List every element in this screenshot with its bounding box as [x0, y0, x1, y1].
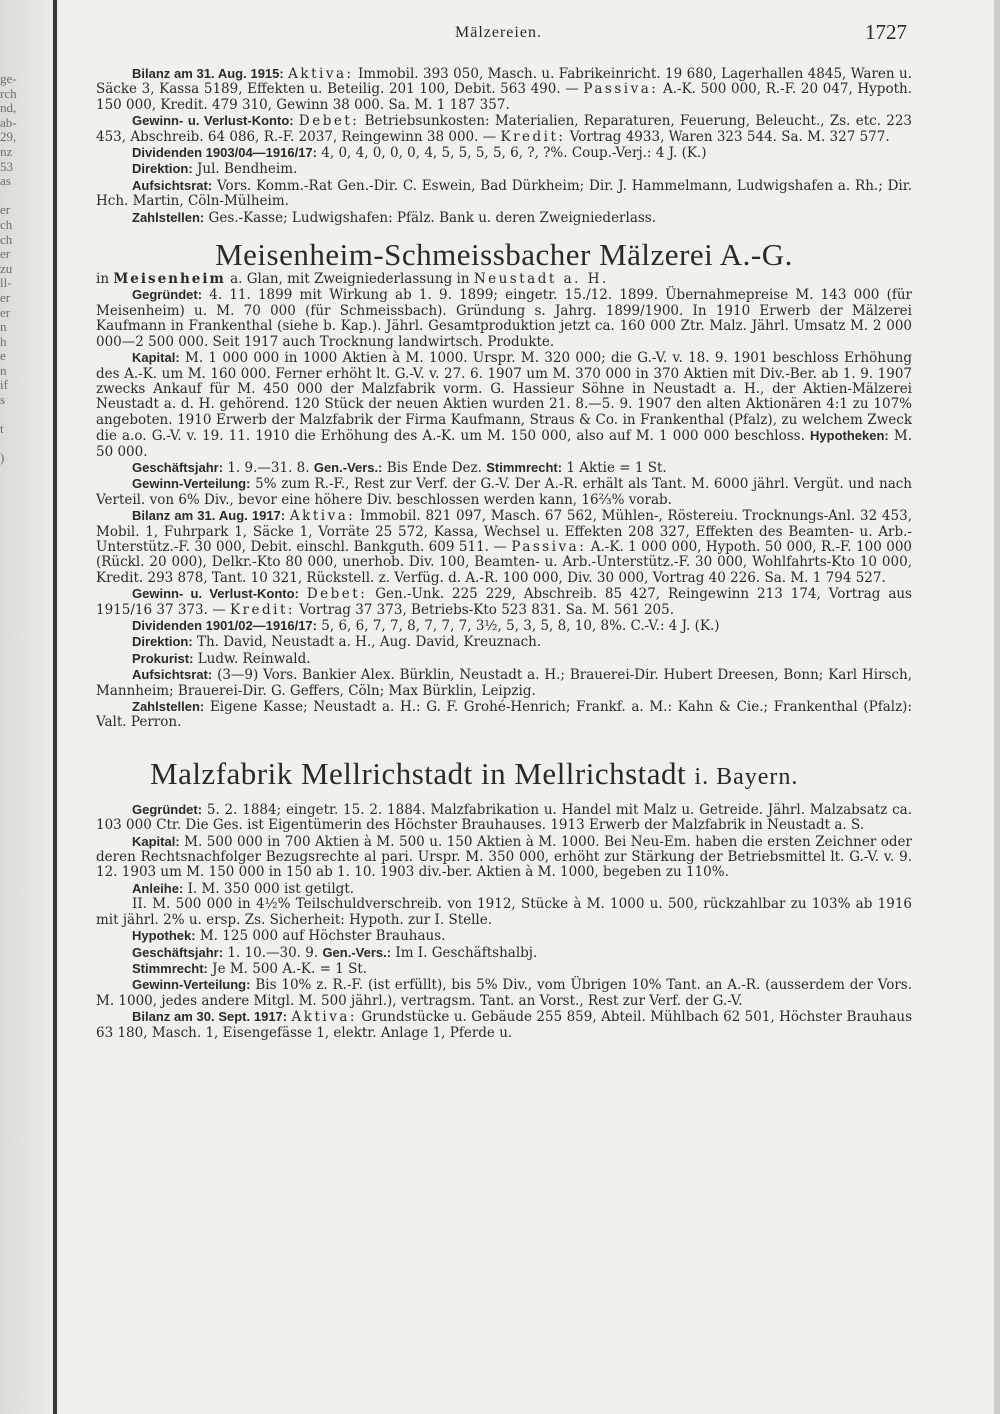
prev-aufsichtsrat: Aufsichtsrat: Vors. Komm.-Rat Gen.-Dir. C. Eswein, Bad Dürkheim; Dir. J. Hammelmann, Ludwigshafen a. Rh.; Dir. Hch. Martin, Cöln-Mülheim.: [96, 177, 912, 210]
prev-dividenden: Dividenden 1903/04—1916/17: 4, 0, 4, 0, 0, 0, 4, 5, 5, 5, 5, 6, ?, ?%. Coup.-Verj.: 4 J. (K.): [132, 145, 707, 162]
company-subheading-meisenheim: in Meisenheim a. Glan, mit Zweigniederlassung in Neustadt a. H.: [96, 271, 609, 288]
c2-bilanz: Bilanz am 30. Sept. 1917: Aktiva: Grundstücke u. Gebäude 255 859, Abteil. Mühlbach 62 501, Höchster Brauhaus 63 180, Masch. 1, Eisengefässe 1, elektr. Anlage 1, Pferde u.: [96, 1009, 912, 1041]
c1-gegruendet: Gegründet: 4. 11. 1899 mit Wirkung ab 1. 9. 1899; eingetr. 15./12. 1899. Übernahmepreise M. 143 000 (für Meisenheim) u. M. 70 000 (für Schmeissbach). Gründung s. Jahrg. 1899/1900. In 1910 Erwerb der Mälzerei Kaufmann in Frankenthal (siehe b. Kap.). Jährl. Gesamtproduktion jetzt ca. 160 000 Ztr. Malz. Jährl. Umsatz M. 2 000 000—2 500 000. Seit 1917 auch Trocknung landwirtsch. Produkte.: [96, 287, 912, 350]
left-margin-fragments: ge- rch nd, ab- 29, nz 53 as er ch ch er zu ll- er er n h e n if s t ): [0, 71, 17, 466]
c2-hypothek: Hypothek: M. 125 000 auf Höchster Brauhaus.: [132, 928, 446, 945]
c1-aufsichtsrat: Aufsichtsrat: (3—9) Vors. Bankier Alex. Bürklin, Neustadt a. H.; Brauerei-Dir. Hubert Dreesen, Bonn; Karl Hirsch, Mannheim; Brauerei-Dir. G. Geffers, Cöln; Max Bürklin, Leipzig.: [96, 667, 912, 699]
c1-bilanz: Bilanz am 31. Aug. 1917: Aktiva: Immobil. 821 097, Masch. 67 562, Mühlen-, Röstereiu. Trocknungs-Anl. 32 453, Mobil. 1, Fuhrpark 1, Säcke 1, Vorräte 25 572, Kassa, Wechsel u. Effekten 208 327, Effekten des Beamten- u. Arb.-Unterstütz.-F. 30 000, Debit. einschl. Bankguth. 609 511. — Passiva: A.-K. 1 000 000, Hypoth. 50 000, R.-F. 100 000 (Rückl. 20 000), Delkr.-Kto 80 000, unerhob. Div. 100, Beamten- u. Arb.-Unterstütz.-F. 30 000, Wohlfahrts-Kto 10 000, Kredit. 293 878, Tant. 10 321, Rückstell. z. Verfüg. d. A.-R. 100 000, Div. 30 000, Vortrag 40 226. Sa. M. 1 794 527.: [96, 508, 913, 586]
prev-zahlstellen: Zahlstellen: Ges.-Kasse; Ludwigshafen: Pfälz. Bank u. deren Zweigniederlass.: [132, 209, 657, 226]
prev-gewinn-verlust: Gewinn- u. Verlust-Konto: Debet: Betriebsunkosten: Materialien, Reparaturen, Feuerung, Beleucht., Zs. etc. 223 453, Abschreib. 64 086, R.-F. 2037, Reingewinn 38 000. — Kredit: Vortrag 4933, Waren 323 544. Sa. M. 327 577.: [96, 113, 913, 145]
c2-gewinn-verteilung: Gewinn-Verteilung: Bis 10% z. R.-F. (ist erfüllt), bis 5% Div., vom Übrigen 10% Tant. an A.-R. (ausserdem der Vors. M. 1000, jedes andere Mitgl. M. 500 jährl.), vertragsm. Tant. an Vorst., Rest zur Verf. der G.-V.: [96, 977, 913, 1009]
right-page-edge: [994, 0, 1000, 1414]
c1-prokurist: Prokurist: Ludw. Reinwald.: [132, 650, 311, 667]
company-heading-mellrichstadt: Malzfabrik Mellrichstadt in Mellrichstadt i. Bayern.: [150, 755, 799, 791]
c2-anleihe: Anleihe: I. M. 350 000 ist getilgt.: [132, 880, 355, 897]
c2-geschaeftsjahr: Geschäftsjahr: 1. 10.—30. 9. Gen.-Vers.: Im I. Geschäftshalbj.: [132, 944, 538, 961]
prev-direktion: Direktion: Jul. Bendheim.: [132, 161, 298, 178]
c1-dividenden: Dividenden 1901/02—1916/17: 5, 6, 6, 7, 7, 8, 7, 7, 7, 3½, 5, 3, 5, 8, 10, 8%. C.-V.: 4 J. (K.): [132, 618, 720, 634]
c2-anleihe-2: II. M. 500 000 in 4½% Teilschuldverschreib. von 1912, Stücke à M. 1000 u. 500, rückzahlbar zu 103% ab 1916 mit jährl. 2% u. ersp. Zs. Sicherheit: Hypoth. zur I. Stelle.: [96, 896, 912, 928]
c1-direktion: Direktion: Th. David, Neustadt a. H., Aug. David, Kreuznach.: [132, 634, 542, 651]
c1-gewinn-verlust: Gewinn- u. Verlust-Konto: Debet: Gen.-Unk. 225 229, Abschreib. 85 427, Reingewinn 213 174, Vortrag aus 1915/16 37 373. — Kredit: Vortrag 37 373, Betriebs-Kto 523 831. Sa. M. 561 205.: [96, 586, 912, 618]
page-number: 1727: [865, 20, 907, 44]
prev-bilanz: Bilanz am 31. Aug. 1915: Aktiva: Immobil. 393 050, Masch. u. Fabrikeinricht. 19 680, Lagerhallen 4845, Waren u. Säcke 3, Kassa 5189, Effekten u. Beteilig. 201 100, Debit. 563 490. — Passiva: A.-K. 500 000, R.-F. 20 047, Hypoth. 150 000, Kredit. 479 310, Gewinn 38 000. Sa. M. 1 187 357.: [96, 66, 913, 113]
company-heading-meisenheim: Meisenheim-Schmeissbacher Mälzerei A.-G.: [215, 237, 793, 273]
c1-kapital: Kapital: M. 1 000 000 in 1000 Aktien à M. 1000. Urspr. M. 320 000; die G.-V. v. 18. 9. 1901 beschloss Erhöhung des A.-K. um M. 160 000. Ferner erhöht lt. G.-V. v. 27. 6. 1907 um M. 370 000 in 370 Aktien mit Div.-Ber. ab 1. 9. 1907 zwecks Ankauf für M. 450 000 der Malzfabrik vorm. G. Hassieur Söhne in Neustadt a. H., der Aktien-Mälzerei Neustadt a. d. H. gehörend. 120 Stück der neuen Aktien wurden 21. 8.—5. 9. 1907 den alten Aktionären 4:1 zu 107% angeboten. 1910 Erwerb der Malzfabrik der Firma Kaufmann, Straus & Co. in Frankenthal (Pfalz), zu welchem Zweck die a.o. G.-V. v. 19. 11. 1910 die Erhöhung des A.-K. um M. 150 000, also auf M. 1 000 000 beschloss. Hypotheken: M. 50 000.: [96, 350, 913, 460]
c2-gegruendet: Gegründet: 5. 2. 1884; eingetr. 15. 2. 1884. Malzfabrikation u. Handel mit Malz u. Getreide. Jährl. Malzabsatz ca. 103 000 Ctr. Die Ges. ist Eigentümerin des Höchster Brauhauses. 1913 Erwerb der Malzfabrik in Neustadt a. S.: [96, 801, 913, 834]
c1-geschaeftsjahr: Geschäftsjahr: 1. 9.—31. 8. Gen.-Vers.: Bis Ende Dez. Stimmrecht: 1 Aktie = 1 St.: [132, 459, 667, 476]
binding-gutter: [53, 0, 57, 1414]
c2-kapital: Kapital: M. 500 000 in 700 Aktien à M. 500 u. 150 Aktien à M. 1000. Bei Neu-Em. haben die ersten Zeichner oder deren Rechtsnachfolger Bezugsrechte al pari. Urspr. M. 350 000, erhöht zur Stärkung der Betriebsmittel lt. G.-V. v. 9. 12. 1903 um M. 150 000 in 150 ab 1. 10. 1903 div.-ber. Aktien à M. 1000, begeben zu 110%.: [96, 833, 913, 881]
c1-zahlstellen: Zahlstellen: Eigene Kasse; Neustadt a. H.: G. F. Grohé-Henrich; Frankf. a. M.: Kahn & Cie.; Frankenthal (Pfalz): Valt. Perron.: [96, 699, 912, 731]
c2-stimmrecht: Stimmrecht: Je M. 500 A.-K. = 1 St.: [132, 960, 368, 977]
page-content: [96, 66, 912, 1041]
c1-gewinn-verteilung: Gewinn-Verteilung: 5% zum R.-F., Rest zur Verf. der G.-V. Der A.-R. erhält als Tant. M. 6000 jährl. Vergüt. und nach Verteil. von 6% Div., bevor eine höhere Div. beschlossen werden kann, 16⅔% vorab.: [96, 476, 912, 508]
running-head: Mälzereien.: [455, 24, 542, 41]
